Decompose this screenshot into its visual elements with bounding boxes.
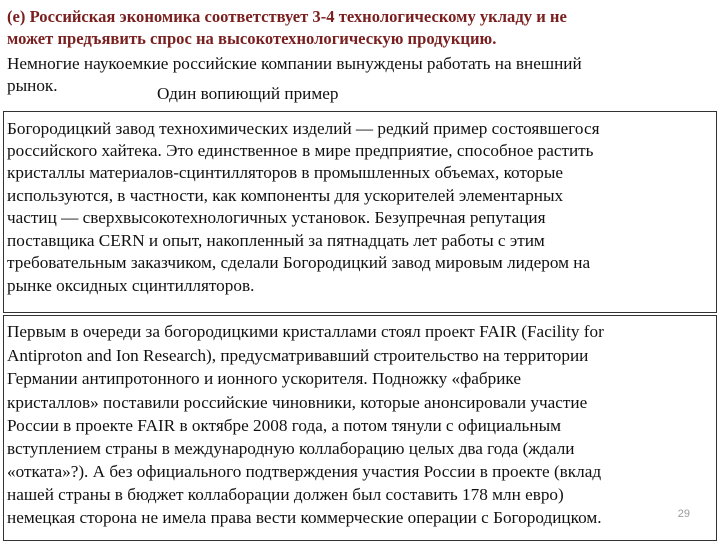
heading-line-2: может предъявить спрос на высокотехнологическую продукцию. — [7, 29, 497, 48]
paragraph-2-line: России в проекте FAIR в октябре 2008 года, а потом тянули с официальным — [7, 416, 561, 435]
paragraph-1-line: кристаллы материалов-сцинтилляторов в промышленных объемах, которые — [7, 163, 564, 182]
paragraph-1-line: Богородицкий завод технохимических изделий — редкий пример состоявшегося — [7, 119, 600, 138]
paragraph-1-line: используются, в частности, как компоненты для ускорителей элементарных — [7, 186, 564, 205]
example-label: Один вопиющий пример — [157, 84, 339, 103]
paragraph-1-line: требовательным заказчиком, сделали Богородицкий завод мировым лидером на — [7, 253, 591, 272]
intro-line-1: Немногие наукоемкие российские компании вынуждены работать на внешний — [7, 54, 582, 73]
paragraph-2-line: немецкая сторона не имела права вести коммерческие операции с Богородицком. — [7, 508, 602, 527]
paragraph-2-line: «отката»?). А без официального подтверждения участия России в проекте (вклад — [7, 462, 602, 481]
paragraph-1-line: поставщика CERN и опыт, накопленный за пятнадцать лет работы с этим — [7, 231, 545, 250]
paragraph-2-line: Antiproton and Ion Research), предусматривавший строительство на территории — [7, 346, 589, 365]
paragraph-2-line: кристаллов» поставили российские чиновники, которые анонсировали участие — [7, 393, 588, 412]
paragraph-2-line: нашей страны в бюджет коллаборации должен был составить 178 млн евро) — [7, 485, 564, 504]
paragraph-2-line: вступлением страны в международную коллаборацию целых два года (ждали — [7, 439, 575, 458]
paragraph-2-line: Германии антипротонного и ионного ускорителя. Подножку «фабрике — [7, 369, 521, 388]
paragraph-1-line: рынке оксидных сцинтилляторов. — [7, 276, 255, 295]
paragraph-1-line: частиц — сверхвысокотехнологичных установок. Безупречная репутация — [7, 208, 546, 227]
paragraph-1-line: российского хайтека. Это единственное в мире предприятие, способное растить — [7, 141, 594, 160]
paragraph-2-line: Первым в очереди за богородицкими кристаллами стоял проект FAIR (Facility for — [7, 322, 604, 341]
heading-line-1: (е) Российская экономика соответствует 3-4 технологическому укладу и не — [7, 7, 567, 26]
intro-line-2: рынок. — [7, 76, 58, 95]
page-number: 29 — [677, 508, 690, 520]
